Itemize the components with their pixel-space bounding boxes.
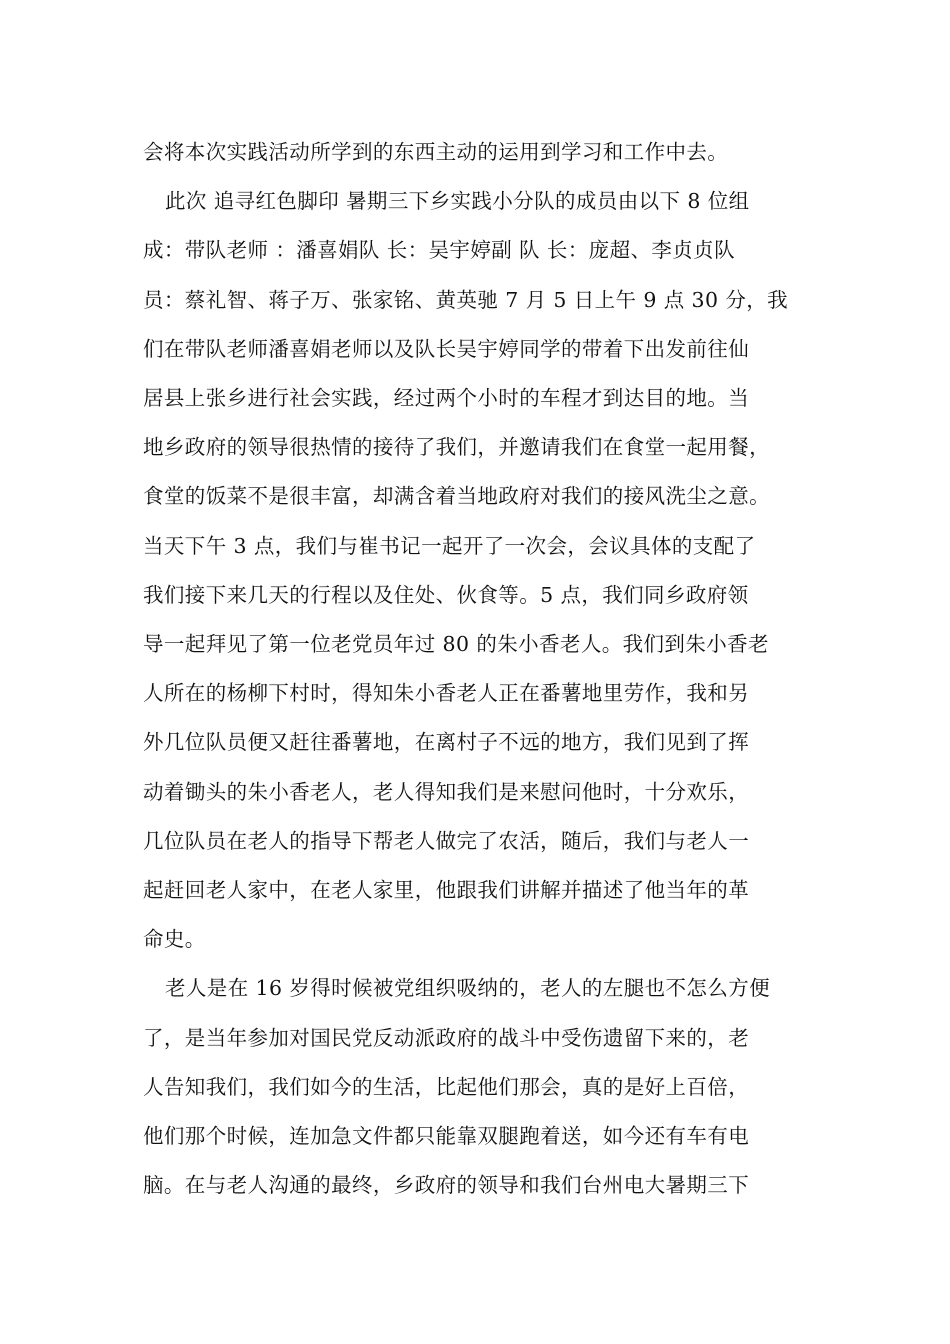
text-line: 他们那个时候，连加急文件都只能靠双腿跑着送，如今还有车有电 bbox=[143, 1124, 750, 1149]
text-line: 人告知我们，我们如今的生活，比起他们那会，真的是好上百倍， bbox=[143, 1074, 750, 1099]
text-line: 人所在的杨柳下村时，得知朱小香老人正在番薯地里劳作，我和另 bbox=[143, 681, 750, 706]
text-line: 此次 追寻红色脚印 暑期三下乡实践小分队的成员由以下 8 位组 bbox=[165, 189, 750, 214]
text-line: 动着锄头的朱小香老人，老人得知我们是来慰问他时，十分欢乐， bbox=[143, 779, 750, 804]
text-line: 脑。在与老人沟通的最终，乡政府的领导和我们台州电大暑期三下 bbox=[143, 1173, 750, 1198]
text-line: 会将本次实践活动所学到的东西主动的运用到学习和工作中去。 bbox=[143, 140, 729, 164]
paragraph-3 bbox=[143, 964, 823, 1210]
text-line: 起赶回老人家中，在老人家里，他跟我们讲解并描述了他当年的革 bbox=[143, 878, 750, 903]
text-line: 当天下午 3 点，我们与崔书记一起开了一次会，会议具体的支配了 bbox=[143, 533, 756, 558]
text-line: 导一起拜见了第一位老党员年过 80 的朱小香老人。我们到朱小香老 bbox=[143, 632, 769, 657]
text-line: 外几位队员便又赶往番薯地，在离村子不远的地方，我们见到了挥 bbox=[143, 730, 750, 755]
paragraph-2 bbox=[143, 177, 823, 964]
paragraph-1 bbox=[143, 128, 823, 177]
text-line: 食堂的饭菜不是很丰富，却满含着当地政府对我们的接风洗尘之意。 bbox=[143, 484, 770, 509]
document-body bbox=[143, 128, 823, 1210]
text-line: 员：蔡礼智、蒋子万、张家铭、黄英驰 7 月 5 日上午 9 点 30 分，我 bbox=[143, 287, 789, 312]
text-line: 老人是在 16 岁得时候被党组织吸纳的，老人的左腿也不怎么方便 bbox=[165, 976, 771, 1001]
text-line: 居县上张乡进行社会实践，经过两个小时的车程才到达目的地。当 bbox=[143, 386, 750, 411]
text-line: 成：带队老师 ：潘喜娟队 长：吴宇婷副 队 长：庞超、李贞贞队 bbox=[143, 238, 735, 263]
text-line: 命史。 bbox=[143, 927, 206, 952]
text-line: 了，是当年参加对国民党反动派政府的战斗中受伤遗留下来的，老 bbox=[143, 1025, 750, 1050]
text-line: 几位队员在老人的指导下帮老人做完了农活，随后，我们与老人一 bbox=[143, 828, 750, 853]
text-line: 我们接下来几天的行程以及住处、伙食等。5 点，我们同乡政府领 bbox=[143, 582, 749, 607]
text-line: 地乡政府的领导很热情的接待了我们，并邀请我们在食堂一起用餐， bbox=[143, 435, 770, 460]
text-line: 们在带队老师潘喜娟老师以及队长吴宇婷同学的带着下出发前往仙 bbox=[143, 336, 750, 361]
